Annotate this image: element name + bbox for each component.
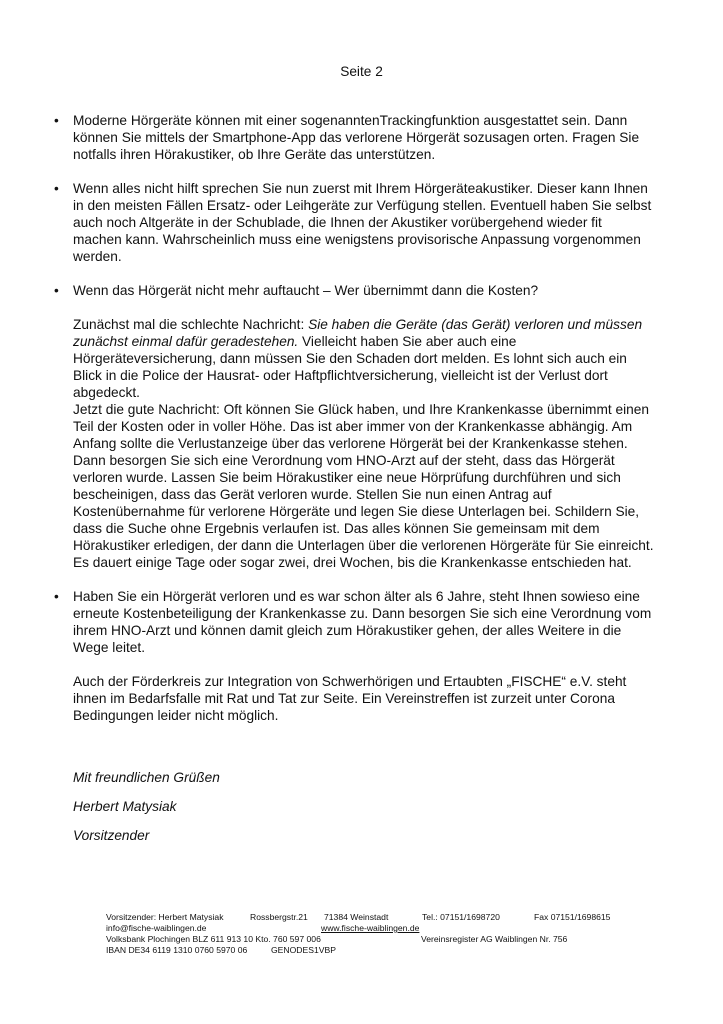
footer-website-link[interactable]: www.fische-waiblingen.de — [321, 923, 420, 933]
footer-row-contact — [106, 923, 646, 934]
bullet-marker: • — [54, 589, 59, 604]
text-run: Jetzt die gute Nachricht: Oft können Sie Glück haben, und Ihre Krankenkasse übernimmt einen Teil der Kosten oder in voller Höhe. Das ist aber immer von der Krankenkasse abhängig. Am Anfang sollte die Verlustanzeige über das verlorene Hörgerät bei der Krankenkasse stehen. Dann besorgen Sie sich eine Verordnung vom HNO-Arzt auf der steht, dass das Hörgerät verloren wurde. Lassen Sie beim Hörakustiker eine neue Hörprüfung durchführen und sich bescheinigen, dass das Gerät verloren wurde. Stellen Sie nun einen Antrag auf Kostenübernahme für verlorene Hörgeräte und legen Sie diese Unterlagen bei. Schildern Sie, dass die Suche ohne Ergebnis verlaufen ist. Das alles können Sie gemeinsam mit dem Hörakustiker erledigen, der dann die Unterlagen über die verlorenen Hörgeräte für Sie einreicht. Es dauert einige Tage oder sogar zwei, drei Wochen, bis die Krankenkasse entschieden hat. — [73, 402, 654, 570]
footer-bic: GENODES1VBP — [271, 945, 336, 955]
bullet-item — [54, 180, 654, 265]
signer-role: Vorsitzender — [73, 828, 150, 843]
bullet-marker: • — [54, 113, 59, 128]
footer-fax: Fax 07151/1698615 — [534, 912, 611, 922]
bullet-item — [54, 282, 654, 571]
text-run: Moderne Hörgeräte können mit einer sogenanntenTrackingfunktion ausgestattet sein. Dann können Sie mittels der Smartphone-App das verlorene Hörgerät sozusagen orten. Fragen Sie notfalls ihren Hörakustiker, ob Ihre Geräte das unterstützen. — [73, 113, 640, 162]
footer-row-address — [106, 912, 646, 923]
text-run: Wenn das Hörgerät nicht mehr auftaucht – Wer übernimmt dann die Kosten? — [73, 283, 539, 298]
footer-iban: IBAN DE34 6119 1310 0760 5970 06 — [106, 945, 248, 955]
footer-chair: Vorsitzender: Herbert Matysiak — [106, 912, 224, 922]
footer-row-bank — [106, 934, 646, 945]
page-number: Seite 2 — [340, 64, 383, 79]
bullet-item — [54, 112, 654, 163]
signature-block — [73, 769, 220, 856]
bullet-paragraph — [73, 180, 654, 265]
bullet-item — [54, 588, 654, 656]
text-run: Haben Sie ein Hörgerät verloren und es war schon älter als 6 Jahre, steht Ihnen sowieso eine erneute Kostenbeteiligung der Krankenkasse zu. Dann besorgen Sie sich eine Verordnung vom ihrem HNO-Arzt und können damit gleich zum Hörakustiker gehen, der alles Weitere in die Wege leitet. — [73, 589, 652, 655]
footer-street: Rossbergstr.21 — [250, 912, 308, 922]
bullet-marker: • — [54, 181, 59, 196]
closing-paragraph: Auch der Förderkreis zur Integration von Schwerhörigen und Ertaubten „FISCHE“ e.V. steht ihnen im Bedarfsfalle mit Rat und Tat zur Seite. Ein Vereinstreffen ist zurzeit unter Corona Bedingungen leider nicht möglich. — [73, 674, 627, 723]
bullet-paragraph — [73, 112, 654, 163]
bullet-list — [54, 112, 654, 656]
letter-body — [54, 112, 654, 724]
footer-register: Vereinsregister AG Waiblingen Nr. 756 — [421, 934, 568, 944]
greeting: Mit freundlichen Grüßen — [73, 770, 220, 785]
italic-text: Sie haben die Geräte (das Gerät) verloren und müssen zunächst einmal dafür geradestehen. — [73, 317, 643, 349]
bullet-paragraph — [73, 588, 654, 656]
text-run: Zunächst mal die schlechte Nachricht: — [73, 317, 309, 332]
signer-name: Herbert Matysiak — [73, 799, 177, 814]
footer — [106, 912, 646, 956]
footer-tel: Tel.: 07151/1698720 — [422, 912, 500, 922]
footer-city: 71384 Weinstadt — [324, 912, 389, 922]
closing-paragraph-block — [54, 673, 654, 724]
bullet-paragraph — [73, 282, 654, 299]
footer-row-iban — [106, 945, 646, 956]
bullet-paragraph — [73, 316, 654, 401]
bullet-marker: • — [54, 283, 59, 298]
footer-bank: Volksbank Plochingen BLZ 611 913 10 Kto. 760 597 006 — [106, 934, 321, 944]
bullet-paragraph — [73, 401, 654, 571]
footer-email[interactable]: info@fische-waiblingen.de — [106, 923, 207, 933]
text-run: Wenn alles nicht hilft sprechen Sie nun zuerst mit Ihrem Hörgeräteakustiker. Dieser kann Ihnen in den meisten Fällen Ersatz- oder Leihgeräte zur Verfügung stellen. Eventuell haben Sie selbst auch noch Altgeräte in der Schublade, die Ihnen der Akustiker vorübergehend wieder fit machen kann. Wahrscheinlich muss eine wenigstens provisorische Anpassung vorgenommen werden. — [73, 181, 652, 264]
text-run: Vielleicht haben Sie aber auch eine Hörgeräteversicherung, dann müssen Sie den Schaden dort melden. Es lohnt sich auch ein Blick in die Police der Hausrat- oder Haftpflichtversicherung, vielleicht ist der Verlust dort abgedeckt. — [73, 334, 627, 400]
